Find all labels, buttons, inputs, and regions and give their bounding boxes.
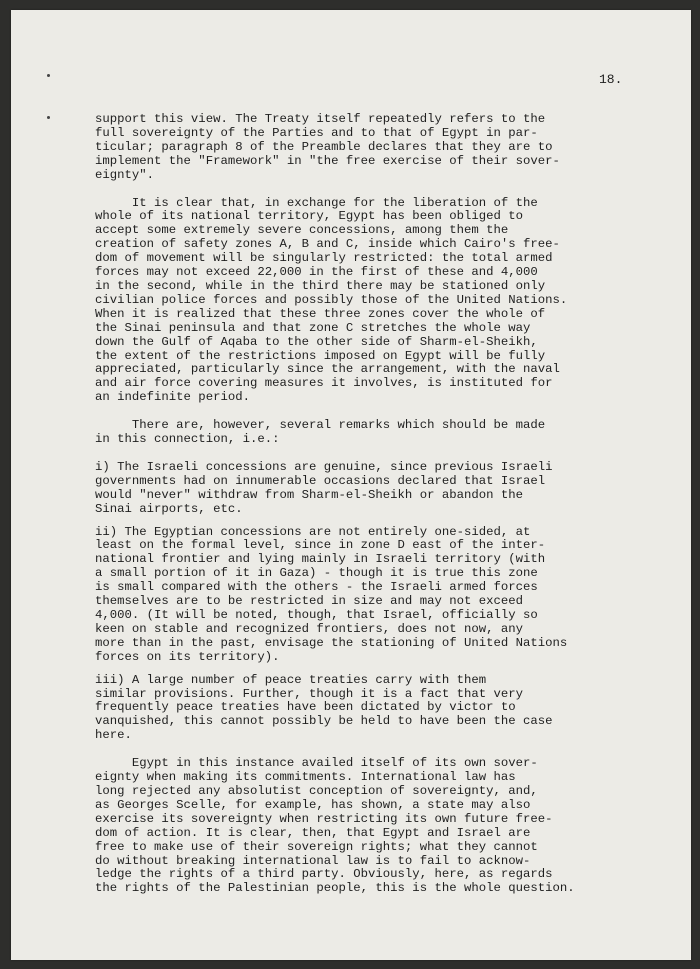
text-line: keen on stable and recognized frontiers, does not now, any	[95, 621, 524, 636]
text-line: in the second, while in the third there may be stationed only	[95, 278, 546, 293]
text-line: creation of safety zones A, B and C, inside which Cairo's free-	[95, 237, 560, 252]
text-line: whole of its national territory, Egypt has been obliged to	[95, 209, 524, 224]
paragraph-3	[95, 419, 645, 447]
text-line: Egypt in this instance availed itself of its own sover-	[95, 756, 538, 771]
page-number: 18.	[599, 72, 623, 87]
paragraph-final	[95, 757, 645, 896]
text-line: in this connection, i.e.:	[95, 432, 280, 447]
text-line: down the Gulf of Aqaba to the other side of Sharm-el-Sheikh,	[95, 334, 538, 349]
text-line: iii) A large number of peace treaties carry with them	[95, 672, 487, 687]
text-line: and air force covering measures it involves, is instituted for	[95, 376, 553, 391]
text-line: full sovereignty of the Parties and to that of Egypt in par-	[95, 125, 538, 140]
text-line: a small portion of it in Gaza) - though it is true this zone	[95, 566, 538, 581]
text-line: forces on its territory).	[95, 649, 280, 664]
text-line: support this view. The Treaty itself repeatedly refers to the	[95, 112, 546, 126]
text-line: long rejected any absolutist conception of sovereignty, and,	[95, 783, 538, 798]
document-body	[95, 113, 645, 896]
punch-hole-mark	[47, 74, 50, 77]
text-line: ledge the rights of a third party. Obviously, here, as regards	[95, 867, 553, 882]
text-line: Sinai airports, etc.	[95, 501, 243, 516]
punch-hole-mark	[47, 116, 50, 119]
text-line: exercise its sovereignty when restricting its own future free-	[95, 811, 553, 826]
text-line: least on the formal level, since in zone D east of the inter-	[95, 538, 546, 553]
list-item-i	[95, 461, 645, 517]
text-line: civilian police forces and possibly those of the United Nations.	[95, 292, 568, 307]
text-line: There are, however, several remarks which should be made	[95, 418, 546, 433]
text-line: the rights of the Palestinian people, this is the whole question.	[95, 881, 575, 896]
text-line: would "never" withdraw from Sharm-el-Sheikh or abandon the	[95, 487, 524, 502]
text-line: the extent of the restrictions imposed on Egypt will be fully	[95, 348, 546, 363]
paragraph-2	[95, 197, 645, 406]
text-line: the Sinai peninsula and that zone C stretches the whole way	[95, 320, 531, 335]
text-line: here.	[95, 728, 132, 743]
text-line: i) The Israeli concessions are genuine, since previous Israeli	[95, 459, 553, 474]
text-line: as Georges Scelle, for example, has shown, a state may also	[95, 797, 531, 812]
text-line: ii) The Egyptian concessions are not entirely one-sided, at	[95, 524, 531, 539]
text-line: accept some extremely severe concessions, among them the	[95, 223, 509, 238]
text-line: more than in the past, envisage the stationing of United Nations	[95, 635, 568, 650]
text-line: an indefinite period.	[95, 390, 250, 405]
text-line: do without breaking international law is to fail to acknow-	[95, 853, 531, 868]
text-line: 4,000. (It will be noted, though, that Israel, officially so	[95, 608, 538, 622]
text-line: When it is realized that these three zones cover the whole of	[95, 306, 546, 321]
text-line: vanquished, this cannot possibly be held to have been the case	[95, 714, 553, 729]
text-line: appreciated, particularly since the arrangement, with the naval	[95, 362, 560, 377]
text-line: implement the "Framework" in "the free exercise of their sover-	[95, 153, 560, 168]
text-line: frequently peace treaties have been dictated by victor to	[95, 700, 516, 715]
text-line: forces may not exceed 22,000 in the first of these and 4,000	[95, 265, 538, 280]
text-line: ticular; paragraph 8 of the Preamble declares that they are to	[95, 139, 553, 154]
text-line: eignty when making its commitments. International law has	[95, 770, 516, 785]
text-line: It is clear that, in exchange for the liberation of the	[95, 195, 538, 210]
text-line: similar provisions. Further, though it is a fact that very	[95, 686, 524, 701]
text-line: free to make use of their sovereign rights; what they cannot	[95, 839, 538, 854]
text-line: themselves are to be restricted in size and may not exceed	[95, 594, 524, 609]
text-line: is small compared with the others - the Israeli armed forces	[95, 580, 538, 595]
text-line: eignty".	[95, 167, 155, 182]
text-line: governments had on innumerable occasions declared that Israel	[95, 473, 546, 488]
text-line: dom of movement will be singularly restricted: the total armed	[95, 251, 553, 266]
text-line: dom of action. It is clear, then, that Egypt and Israel are	[95, 825, 531, 840]
text-line: national frontier and lying mainly in Israeli territory (with	[95, 552, 546, 567]
paragraph-1	[95, 113, 645, 183]
list-item-ii	[95, 526, 645, 665]
list-item-iii	[95, 674, 645, 744]
